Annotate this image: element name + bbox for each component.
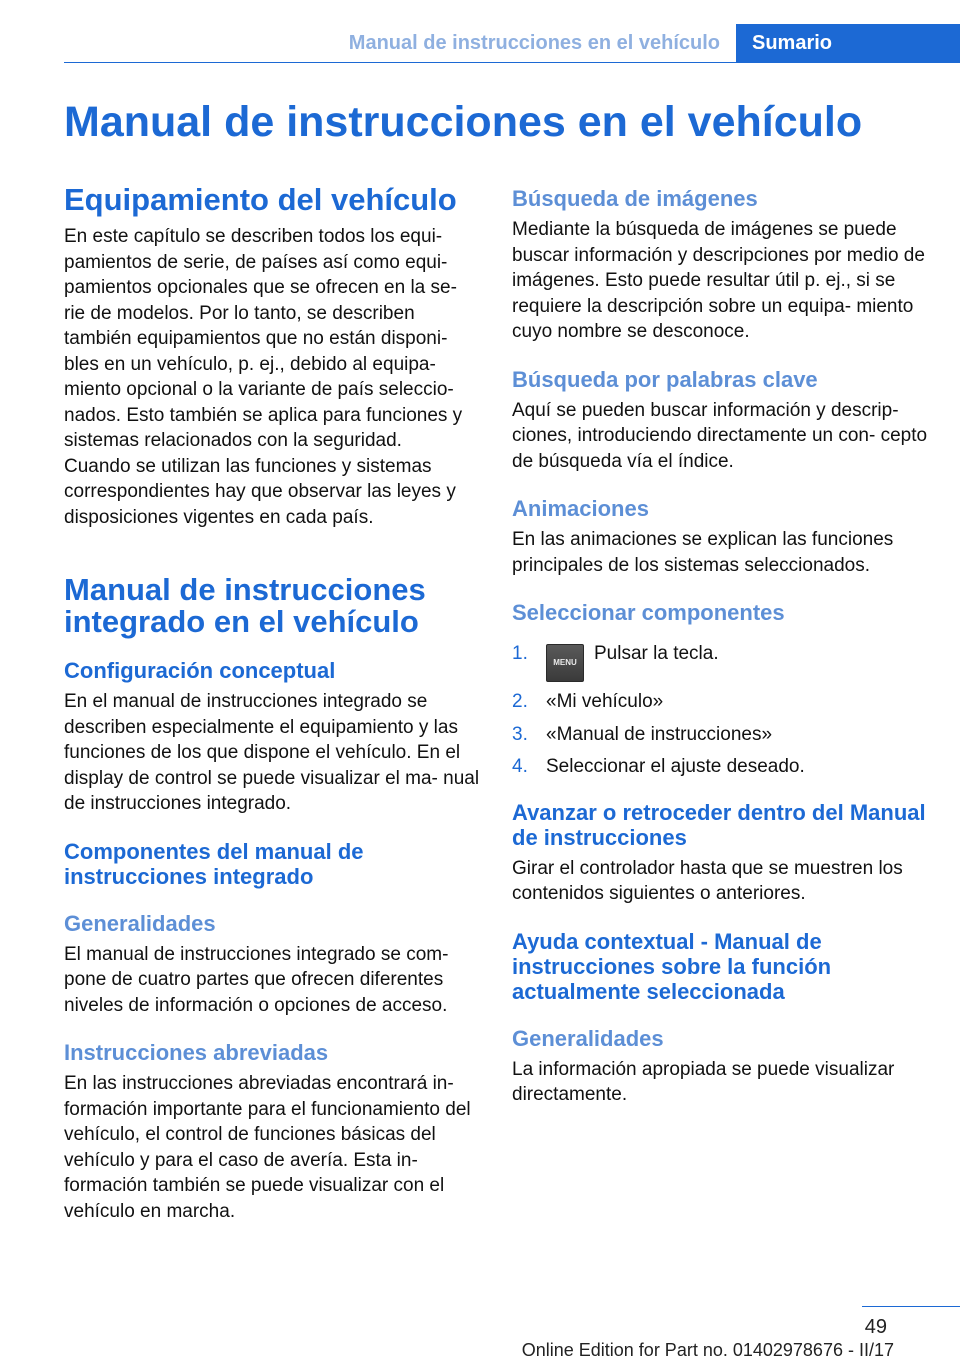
- footer-edition: Online Edition for Part no. 01402978676 - II/17: [521, 1340, 894, 1360]
- step-number: 4.: [512, 756, 528, 777]
- heading-imagenes: Búsqueda de imágenes: [512, 186, 758, 211]
- heading-seleccionar: Seleccionar componentes: [512, 600, 785, 625]
- paragraph-animaciones: En las animaciones se explican las funciones principales de los sistemas seleccionados.: [512, 529, 894, 576]
- heading-generalidades-left: Generalidades: [64, 910, 216, 936]
- step-text: Seleccionar el ajuste deseado.: [546, 756, 805, 777]
- heading-ayuda-contextual: Ayuda contextual - Manual de instrucciones sobre la función actualmente seleccionada: [512, 928, 832, 1004]
- header-section-title[interactable]: Manual de instrucciones en el vehículo: [348, 32, 720, 54]
- paragraph-imagenes: Mediante la búsqueda de imágenes se puede buscar información y descripciones por medio de imágenes. Esto puede resultar útil p. ej., si se requiere la descripción sobre un equipa‐ miento cuyo nombre se desconoce.: [512, 219, 925, 342]
- heading-animaciones: Animaciones: [512, 496, 649, 521]
- menu-key-icon: MENU: [546, 644, 584, 682]
- footer-rule: [862, 1306, 960, 1307]
- heading-configuracion: Configuración conceptual: [64, 658, 336, 683]
- step-number: 2.: [512, 691, 528, 712]
- header-tab-sumario[interactable]: Sumario: [736, 24, 960, 62]
- step-number: 3.: [512, 723, 528, 745]
- step-item: [512, 754, 932, 780]
- step-item: [512, 689, 932, 715]
- heading-manual-integrado: Manual de instrucciones integrado en el vehículo: [64, 572, 426, 639]
- heading-equipamiento: Equipamiento del vehículo: [64, 182, 457, 217]
- paragraph-abreviadas: En las instrucciones abreviadas encontrará in‐ formación importante para el funcionamiento del vehículo, el control de funciones básicas del vehículo y para el caso de avería. Esta in‐ formación también se puede visualizar con el vehículo en marcha.: [64, 1073, 471, 1222]
- paragraph-palabras-clave: Aquí se pueden buscar información y descrip‐ ciones, introduciendo directamente un con‐ cepto de búsqueda vía el índice.: [512, 399, 928, 472]
- step-text: Pulsar la tecla.: [594, 643, 719, 664]
- paragraph-generalidades-right: La información apropiada se puede visualizar directamente.: [512, 1058, 895, 1105]
- step-text: «Manual de instrucciones»: [546, 723, 773, 745]
- heading-componentes: Componentes del manual de instrucciones integrado: [64, 838, 364, 889]
- step-number: 1.: [512, 643, 528, 664]
- heading-generalidades-right: Generalidades: [512, 1025, 664, 1051]
- step-item: [512, 641, 932, 682]
- paragraph-generalidades-left: El manual de instrucciones integrado se com‐ pone de cuatro partes que ofrecen diferentes niveles de información o opciones de acceso.: [64, 943, 449, 1016]
- heading-abreviadas: Instrucciones abreviadas: [64, 1040, 329, 1065]
- paragraph-equipamiento-1: En este capítulo se describen todos los equi‐ pamientos de serie, de países así como equi‐ pamientos opcionales que se ofrecen en la se‐ rie de modelos. Por lo tanto, se describen también equipamientos que no están disponi‐ bles en un vehículo, p. ej., debido al equipa‐ miento opcional o la variante de país seleccio‐ nados. Esto también se aplica para funciones y sistemas relacionados con la seguridad.: [64, 226, 463, 451]
- heading-palabras-clave: Búsqueda por palabras clave: [512, 366, 818, 392]
- paragraph-avanzar: Girar el controlador hasta que se muestren los contenidos siguientes o anteriores.: [512, 857, 903, 904]
- paragraph-equipamiento-2: Cuando se utilizan las funciones y sistemas correspondientes hay que observar las leyes y disposiciones vigentes en cada país.: [64, 455, 456, 528]
- paragraph-configuracion: En el manual de instrucciones integrado se describen especialmente el equipamiento y las funciones de los que dispone el vehículo. En el display de control se puede visualizar el ma‐ nual de instrucciones integrado.: [64, 691, 480, 814]
- steps-list: [512, 641, 932, 780]
- header-rule: [64, 62, 960, 63]
- left-column: [64, 184, 480, 1224]
- step-item: [512, 722, 932, 748]
- heading-avanzar: Avanzar o retroceder dentro del Manual de instrucciones: [512, 799, 926, 850]
- right-column: [512, 184, 932, 1108]
- page-title: Manual de instrucciones en el vehículo: [64, 98, 863, 146]
- page-number: 49: [864, 1316, 887, 1338]
- step-text: «Mi vehículo»: [546, 691, 664, 712]
